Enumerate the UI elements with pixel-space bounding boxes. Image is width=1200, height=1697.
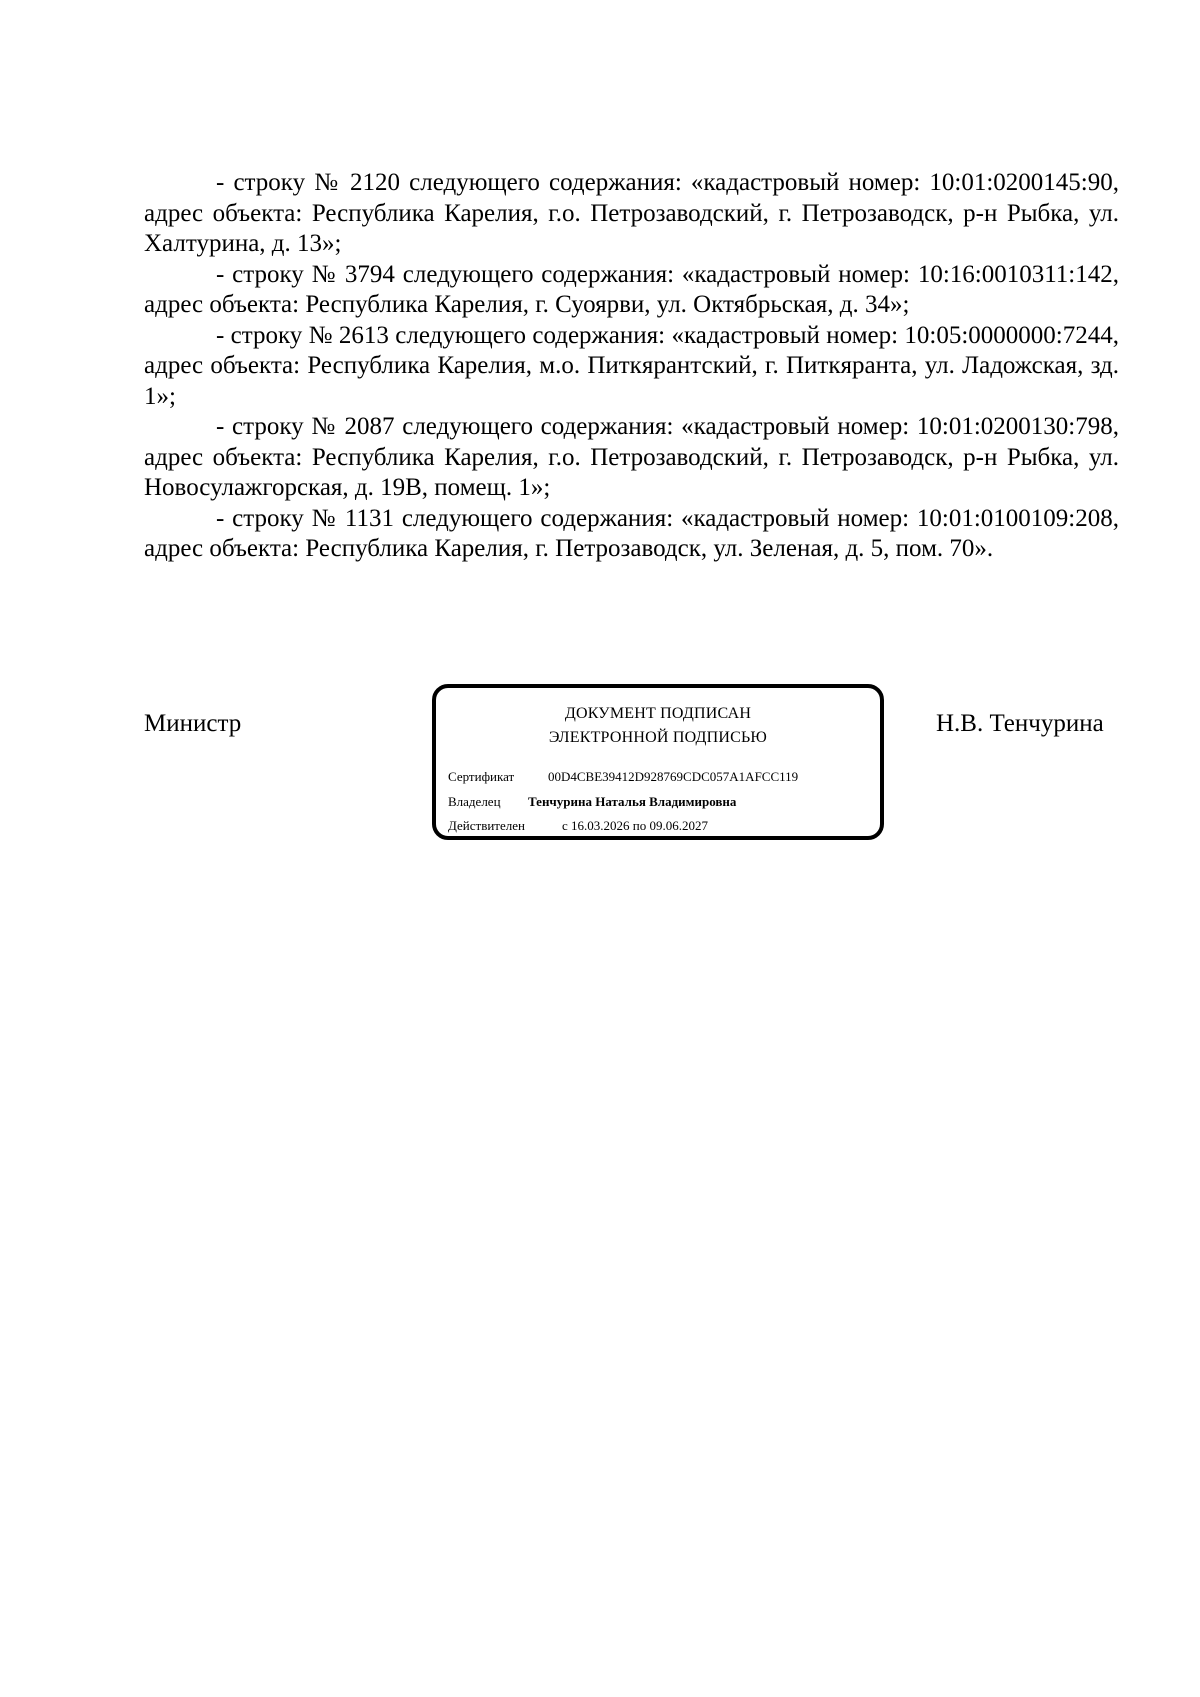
signer-position: Министр	[144, 710, 242, 737]
list-item: - строку № 2613 следующего содержания: «кадастровый номер: 10:05:0000000:7244, адрес объекта: Республика Карелия, м.о. Питкярантский, г. Питкяранта, ул. Ладожская, зд. 1»;	[144, 321, 1119, 410]
certificate-value: 00D4CBE39412D928769CDC057A1AFCC119	[548, 769, 799, 784]
validity-label: Действителен	[448, 818, 525, 833]
certificate-label: Сертификат	[448, 769, 515, 784]
owner-value: Тенчурина Наталья Владимировна	[528, 794, 737, 809]
owner-label: Владелец	[448, 794, 501, 809]
stamp-title-line-1: ДОКУМЕНТ ПОДПИСАН	[564, 705, 752, 722]
signer-name: Н.В. Тенчурина	[936, 710, 1104, 737]
stamp-title	[436, 702, 880, 750]
stamp-owner-row	[448, 794, 737, 810]
list-item: - строку № 3794 следующего содержания: «кадастровый номер: 10:16:0010311:142, адрес объекта: Республика Карелия, г. Суоярви, ул. Октябрьская, д. 34»;	[144, 260, 1119, 318]
stamp-validity-row	[448, 818, 708, 834]
list-item: - строку № 1131 следующего содержания: «кадастровый номер: 10:01:0100109:208, адрес объекта: Республика Карелия, г. Петрозаводск, ул. Зеленая, д. 5, пом. 70».	[144, 504, 1119, 562]
validity-value: с 16.03.2026 по 09.06.2027	[562, 818, 708, 833]
list-item: - строку № 2087 следующего содержания: «кадастровый номер: 10:01:0200130:798, адрес объекта: Республика Карелия, г.о. Петрозаводский, г. Петрозаводск, р-н Рыбка, ул. Новосулажгорская, д. 19В, помещ. 1»;	[144, 413, 1119, 501]
electronic-signature-stamp	[432, 684, 884, 840]
document-body	[144, 168, 1119, 565]
list-item: - строку № 2120 следующего содержания: «кадастровый номер: 10:01:0200145:90, адрес объекта: Республика Карелия, г.о. Петрозаводский, г. Петрозаводск, р-н Рыбка, ул. Халтурина, д. 13»;	[144, 169, 1119, 257]
stamp-title-line-2: ЭЛЕКТРОННОЙ ПОДПИСЬЮ	[548, 729, 768, 746]
stamp-certificate-row	[448, 769, 799, 785]
